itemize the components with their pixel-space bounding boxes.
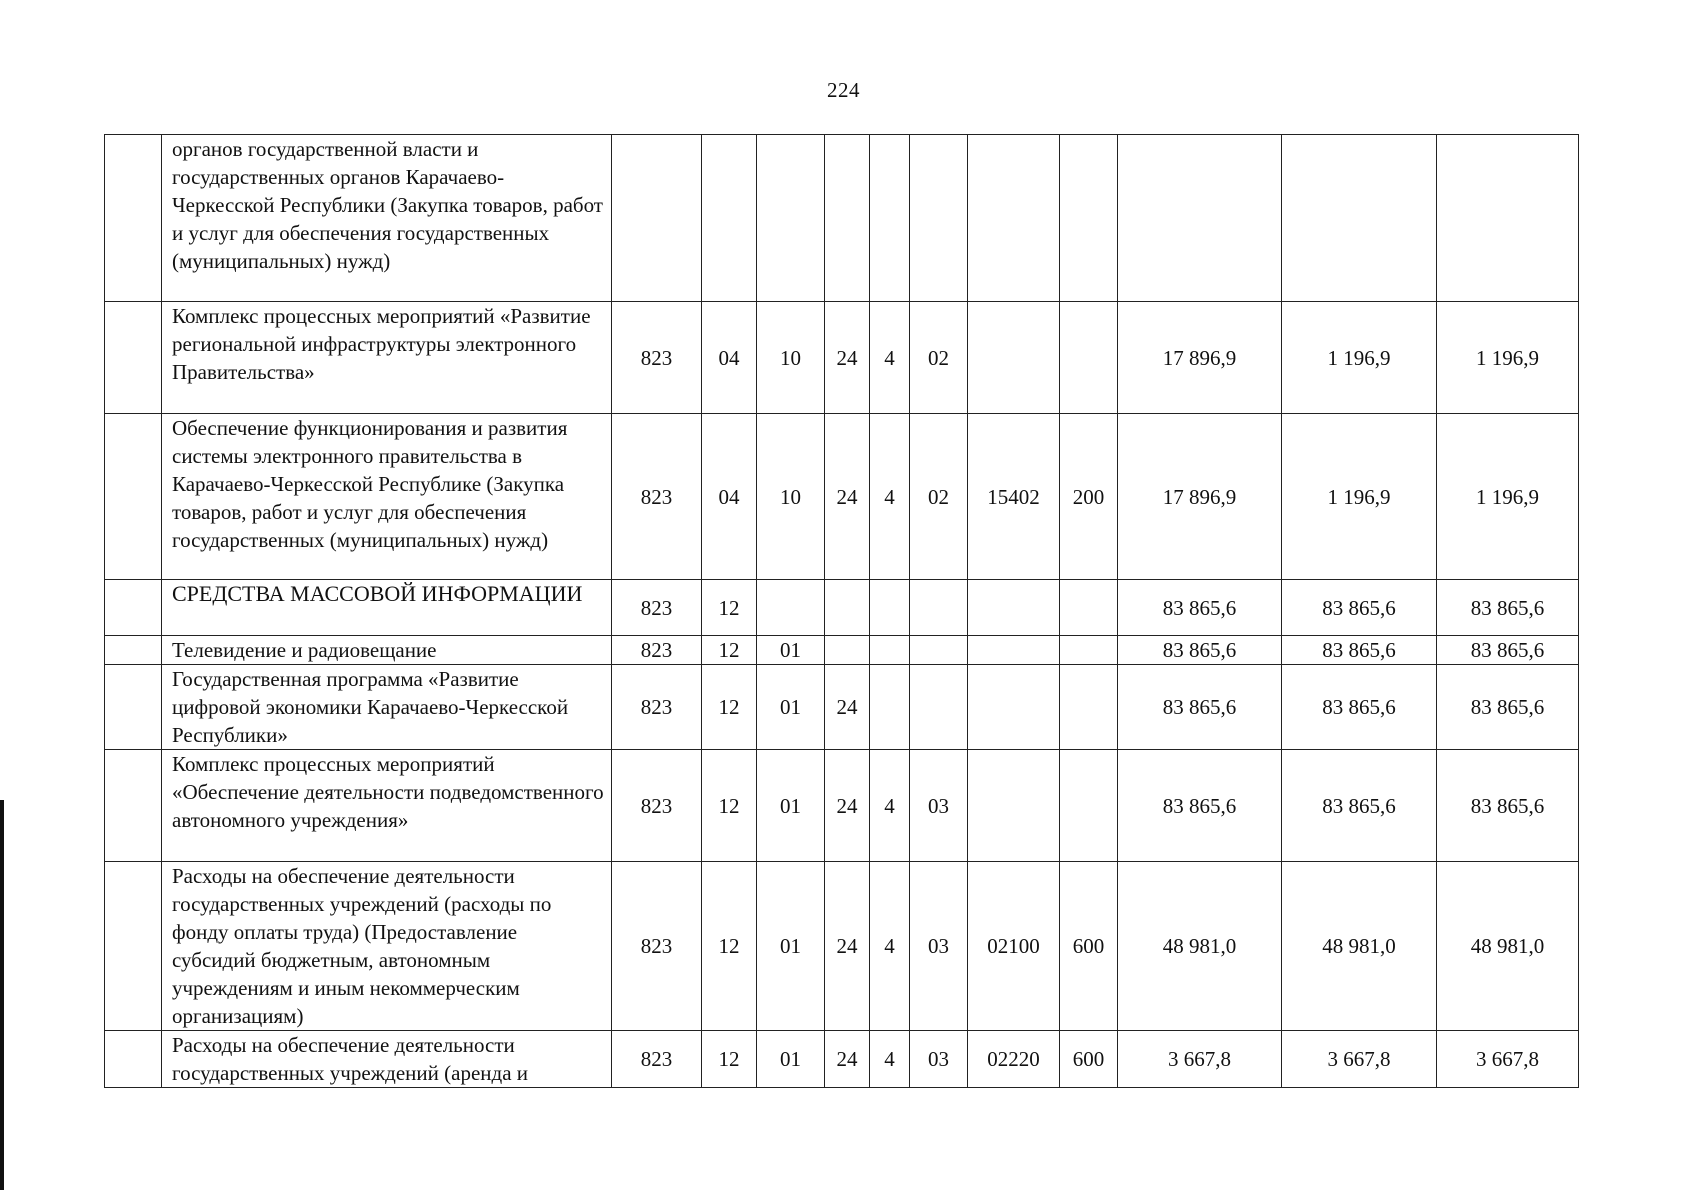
activity-code-cell: 03: [910, 750, 968, 862]
row-number-cell: [105, 862, 162, 1031]
expense-type-cell: [1060, 135, 1118, 302]
row-number-cell: [105, 302, 162, 414]
direction-code-cell: [968, 135, 1060, 302]
expense-type-cell: [1060, 750, 1118, 862]
expense-type-cell: [1060, 580, 1118, 636]
activity-code-cell: 03: [910, 1031, 968, 1088]
subprogram-type-cell: [870, 580, 910, 636]
amount-year1-cell: 83 865,6: [1118, 750, 1282, 862]
amount-year2-cell: 1 196,9: [1282, 302, 1437, 414]
subsection-code-cell: 01: [757, 1031, 825, 1088]
item-name-cell: Расходы на обеспечение деятельности государственных учреждений (расходы по фонду оплаты труда) (Предоставление субсидий бюджетным, автономным учреждениям и иным некоммерческим организациям): [162, 862, 612, 1031]
amount-year2-cell: 1 196,9: [1282, 414, 1437, 580]
expense-type-cell: [1060, 665, 1118, 750]
subsection-code-cell: [757, 580, 825, 636]
amount-year3-cell: 48 981,0: [1437, 862, 1579, 1031]
subprogram-type-cell: 4: [870, 1031, 910, 1088]
subsection-code-cell: 10: [757, 302, 825, 414]
amount-year2-cell: 83 865,6: [1282, 665, 1437, 750]
subsection-code-cell: [757, 135, 825, 302]
row-number-cell: [105, 750, 162, 862]
ved-code-cell: 823: [612, 750, 702, 862]
section-code-cell: 12: [702, 665, 757, 750]
direction-code-cell: [968, 750, 1060, 862]
item-name-cell: Государственная программа «Развитие цифровой экономики Карачаево-Черкесской Республики»: [162, 665, 612, 750]
item-name-cell: Комплекс процессных мероприятий «Развитие региональной инфраструктуры электронного Правительства»: [162, 302, 612, 414]
table-row: [105, 1031, 1579, 1088]
program-code-cell: 24: [825, 1031, 870, 1088]
section-code-cell: 12: [702, 750, 757, 862]
direction-code-cell: [968, 636, 1060, 665]
program-code-cell: 24: [825, 665, 870, 750]
direction-code-cell: [968, 302, 1060, 414]
row-number-cell: [105, 580, 162, 636]
activity-code-cell: 02: [910, 414, 968, 580]
scan-edge-mark: [0, 800, 4, 1190]
amount-year1-cell: 83 865,6: [1118, 665, 1282, 750]
subprogram-type-cell: 4: [870, 414, 910, 580]
item-name-cell: органов государственной власти и государственных органов Карачаево-Черкесской Республики (Закупка товаров, работ и услуг для обеспечения государственных (муниципальных) нужд): [162, 135, 612, 302]
subsection-code-cell: 01: [757, 636, 825, 665]
expense-type-cell: [1060, 302, 1118, 414]
amount-year1-cell: [1118, 135, 1282, 302]
amount-year3-cell: 83 865,6: [1437, 636, 1579, 665]
subprogram-type-cell: [870, 636, 910, 665]
amount-year3-cell: 83 865,6: [1437, 580, 1579, 636]
activity-code-cell: [910, 636, 968, 665]
program-code-cell: 24: [825, 302, 870, 414]
direction-code-cell: [968, 665, 1060, 750]
subprogram-type-cell: [870, 665, 910, 750]
table-row: [105, 636, 1579, 665]
table-row: [105, 414, 1579, 580]
amount-year1-cell: 83 865,6: [1118, 636, 1282, 665]
program-code-cell: [825, 636, 870, 665]
amount-year3-cell: 1 196,9: [1437, 302, 1579, 414]
program-code-cell: [825, 580, 870, 636]
section-code-cell: [702, 135, 757, 302]
subprogram-type-cell: 4: [870, 750, 910, 862]
amount-year2-cell: 83 865,6: [1282, 580, 1437, 636]
amount-year2-cell: 83 865,6: [1282, 636, 1437, 665]
subsection-code-cell: 01: [757, 665, 825, 750]
amount-year3-cell: 1 196,9: [1437, 414, 1579, 580]
amount-year2-cell: 83 865,6: [1282, 750, 1437, 862]
program-code-cell: 24: [825, 862, 870, 1031]
item-name-cell: Телевидение и радиовещание: [162, 636, 612, 665]
amount-year2-cell: [1282, 135, 1437, 302]
ved-code-cell: 823: [612, 636, 702, 665]
subsection-code-cell: 10: [757, 414, 825, 580]
amount-year3-cell: 3 667,8: [1437, 1031, 1579, 1088]
table-row: [105, 302, 1579, 414]
amount-year3-cell: [1437, 135, 1579, 302]
amount-year3-cell: 83 865,6: [1437, 750, 1579, 862]
subprogram-type-cell: 4: [870, 862, 910, 1031]
row-number-cell: [105, 414, 162, 580]
row-number-cell: [105, 135, 162, 302]
item-name-cell: Обеспечение функционирования и развития системы электронного правительства в Карачаево-Черкесской Республике (Закупка товаров, работ и услуг для обеспечения государственных (муниципальных) нужд): [162, 414, 612, 580]
amount-year1-cell: 17 896,9: [1118, 414, 1282, 580]
direction-code-cell: 02220: [968, 1031, 1060, 1088]
ved-code-cell: 823: [612, 665, 702, 750]
expense-type-cell: 600: [1060, 1031, 1118, 1088]
item-name-cell: Комплекс процессных мероприятий «Обеспечение деятельности подведомственного автономного учреждения»: [162, 750, 612, 862]
program-code-cell: [825, 135, 870, 302]
item-name-cell: СРЕДСТВА МАССОВОЙ ИНФОРМАЦИИ: [162, 580, 612, 636]
amount-year2-cell: 3 667,8: [1282, 1031, 1437, 1088]
item-name-cell: Расходы на обеспечение деятельности государственных учреждений (аренда и: [162, 1031, 612, 1088]
ved-code-cell: 823: [612, 1031, 702, 1088]
subsection-code-cell: 01: [757, 862, 825, 1031]
activity-code-cell: [910, 135, 968, 302]
expense-type-cell: [1060, 636, 1118, 665]
amount-year2-cell: 48 981,0: [1282, 862, 1437, 1031]
section-code-cell: 04: [702, 302, 757, 414]
section-code-cell: 12: [702, 1031, 757, 1088]
amount-year3-cell: 83 865,6: [1437, 665, 1579, 750]
activity-code-cell: 03: [910, 862, 968, 1031]
expense-type-cell: 200: [1060, 414, 1118, 580]
section-code-cell: 12: [702, 580, 757, 636]
ved-code-cell: 823: [612, 862, 702, 1031]
subsection-code-cell: 01: [757, 750, 825, 862]
row-number-cell: [105, 636, 162, 665]
table-row: [105, 665, 1579, 750]
amount-year1-cell: 17 896,9: [1118, 302, 1282, 414]
ved-code-cell: 823: [612, 414, 702, 580]
activity-code-cell: [910, 665, 968, 750]
row-number-cell: [105, 1031, 162, 1088]
row-number-cell: [105, 665, 162, 750]
table-row: [105, 580, 1579, 636]
budget-table: [104, 134, 1579, 1088]
activity-code-cell: [910, 580, 968, 636]
subprogram-type-cell: [870, 135, 910, 302]
ved-code-cell: 823: [612, 302, 702, 414]
program-code-cell: 24: [825, 414, 870, 580]
amount-year1-cell: 3 667,8: [1118, 1031, 1282, 1088]
section-code-cell: 12: [702, 862, 757, 1031]
ved-code-cell: 823: [612, 580, 702, 636]
table-row: [105, 750, 1579, 862]
ved-code-cell: [612, 135, 702, 302]
section-code-cell: 04: [702, 414, 757, 580]
expense-type-cell: 600: [1060, 862, 1118, 1031]
direction-code-cell: [968, 580, 1060, 636]
activity-code-cell: 02: [910, 302, 968, 414]
page-number: 224: [827, 78, 860, 102]
amount-year1-cell: 48 981,0: [1118, 862, 1282, 1031]
table-row: [105, 862, 1579, 1031]
direction-code-cell: 15402: [968, 414, 1060, 580]
direction-code-cell: 02100: [968, 862, 1060, 1031]
amount-year1-cell: 83 865,6: [1118, 580, 1282, 636]
program-code-cell: 24: [825, 750, 870, 862]
table-row: [105, 135, 1579, 302]
subprogram-type-cell: 4: [870, 302, 910, 414]
section-code-cell: 12: [702, 636, 757, 665]
